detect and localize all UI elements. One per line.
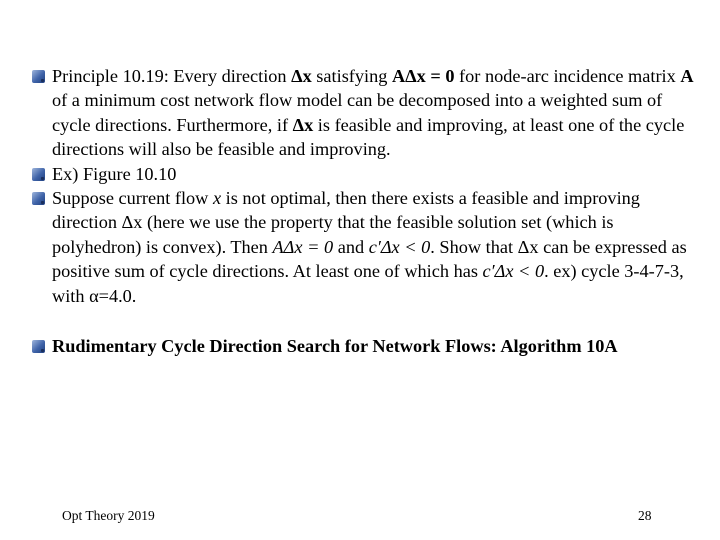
- bullet-text: [52, 188, 687, 306]
- page-number: 28: [638, 508, 652, 523]
- text-segment: Principle 10.19: Every direction: [52, 66, 292, 86]
- text-segment: Δx: [291, 66, 312, 86]
- text-segment: is not optimal, then there exists a feasible and improving direction Δx (here we use the property that the feasible solution set (which is polyhedron) is convex). Then: [52, 188, 640, 257]
- text-segment: AΔx = 0: [391, 66, 455, 86]
- text-segment: c′Δx < 0: [368, 236, 431, 257]
- text-segment: AΔx = 0: [272, 236, 334, 257]
- bullet-list: [30, 64, 695, 358]
- bullet-example: [30, 162, 695, 186]
- bullet-suppose: [30, 186, 695, 308]
- text-segment: and: [333, 236, 369, 257]
- text-segment: . ex) cycle 3-4-7-3, with α=4.0.: [52, 261, 684, 306]
- text-segment: satisfying: [311, 66, 392, 86]
- bullet-box-icon: [32, 340, 45, 353]
- text-segment: is feasible and improving, at least one of the cycle directions will also be feasible and improving.: [52, 114, 685, 160]
- text-segment: of a minimum cost network flow model can be decomposed into a weighted sum of cycle directions. Furthermore, if: [52, 90, 663, 135]
- text-segment: for node-arc incidence matrix: [454, 66, 681, 86]
- text-segment: . Show that Δx can be expressed as positive sum of cycle directions. At least one of which has: [52, 236, 687, 282]
- bullet-principle: [30, 64, 695, 162]
- footer-title: Opt Theory 2019: [62, 508, 155, 523]
- text-segment: Suppose current flow: [52, 188, 213, 209]
- bullet-text: Ex) Figure 10.10: [52, 163, 177, 184]
- bullet-box-icon: [32, 192, 45, 205]
- bullet-text: Rudimentary Cycle Direction Search for Network Flows: Algorithm 10A: [52, 336, 618, 357]
- text-segment: Δx: [292, 114, 314, 135]
- text-segment: x: [212, 188, 222, 209]
- bullet-box-icon: [32, 70, 45, 83]
- bullet-box-icon: [32, 168, 45, 181]
- text-segment: c′Δx < 0: [482, 261, 545, 282]
- text-segment: A: [680, 66, 694, 86]
- bullet-text: [52, 66, 694, 159]
- bullet-algorithm: [30, 334, 695, 358]
